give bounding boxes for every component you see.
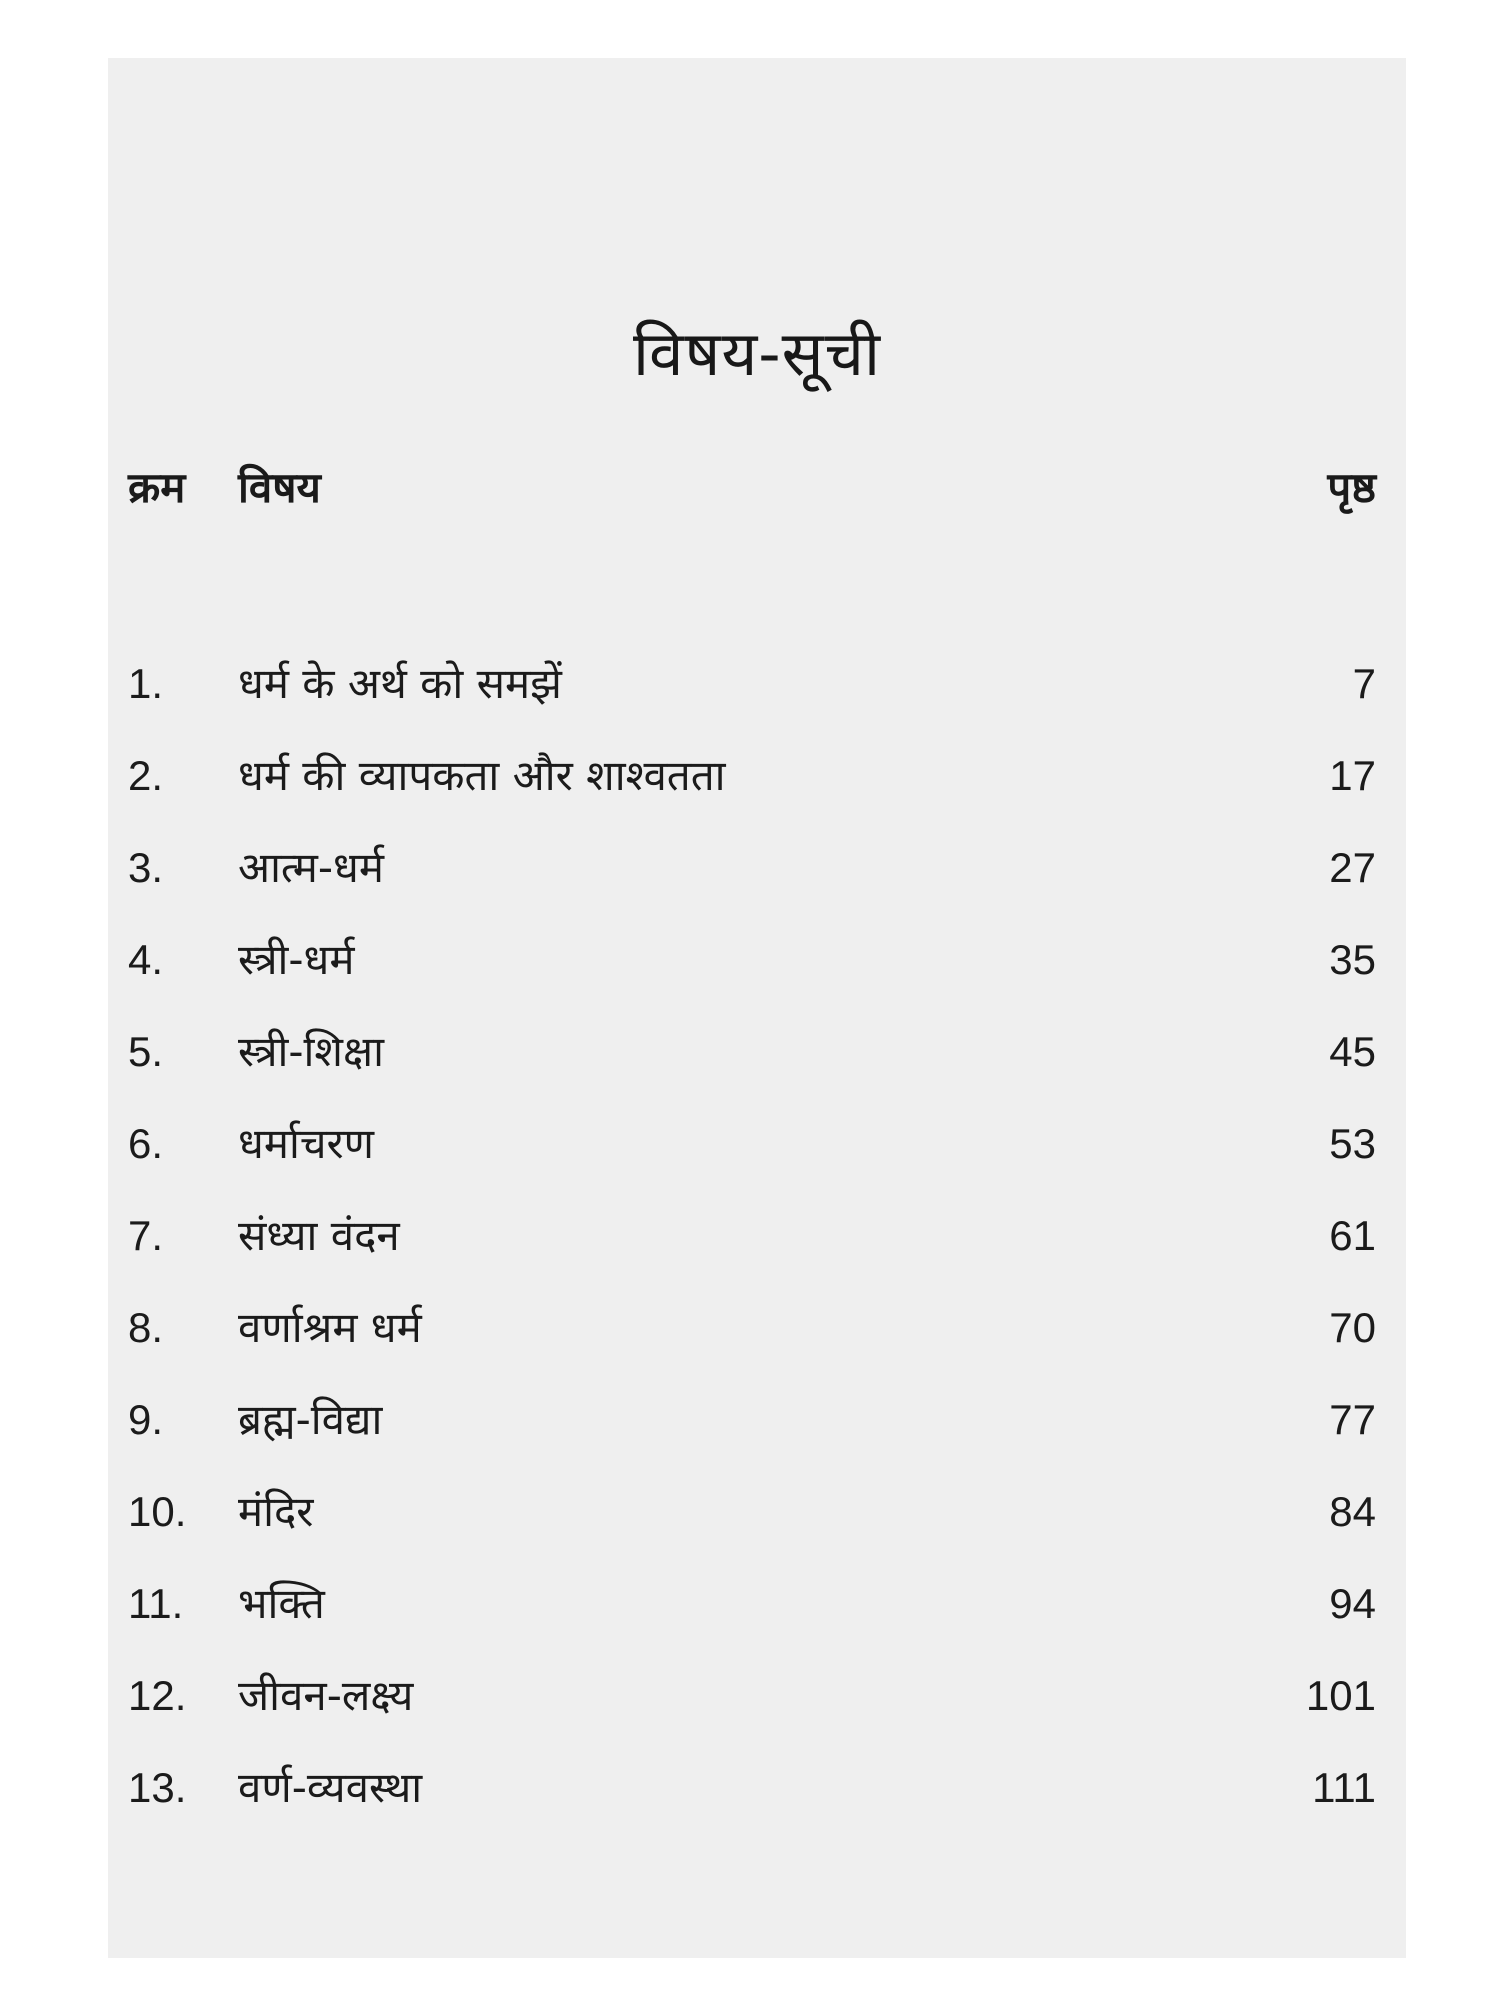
- toc-entry-number: 5.: [128, 1028, 164, 1075]
- toc-header-row: [128, 458, 1376, 528]
- toc-entry-number: 10.: [128, 1488, 187, 1535]
- toc-entry: [128, 1558, 1376, 1650]
- book-page: [108, 58, 1406, 1958]
- toc-entry-number: 7.: [128, 1212, 164, 1259]
- subject-column-header: विषय: [238, 463, 321, 512]
- toc-entry-title: स्त्री-शिक्षा: [238, 1027, 384, 1076]
- toc-entry: [128, 1650, 1376, 1742]
- toc-list: [128, 638, 1376, 1834]
- toc-entry: [128, 822, 1376, 914]
- toc-entry-number: 9.: [128, 1396, 164, 1443]
- serial-column-header: क्रम: [128, 463, 186, 512]
- toc-entry: [128, 1282, 1376, 1374]
- toc-entry-title: संध्या वंदन: [238, 1211, 400, 1260]
- toc-entry-title: मंदिर: [238, 1487, 314, 1536]
- toc-entry-page: 45: [1329, 1028, 1376, 1075]
- page-column-header: पृष्ठ: [1327, 463, 1376, 512]
- toc-entry: [128, 730, 1376, 822]
- toc-entry-page: 61: [1329, 1212, 1376, 1259]
- toc-entry-number: 3.: [128, 844, 164, 891]
- toc-entry-number: 2.: [128, 752, 164, 799]
- page-title: विषय-सूची: [632, 316, 882, 390]
- toc-entry: [128, 1466, 1376, 1558]
- toc-entry-number: 12.: [128, 1672, 187, 1719]
- toc-entry-title: धर्म के अर्थ को समझें: [238, 659, 562, 708]
- toc-entry: [128, 1098, 1376, 1190]
- toc-entry: [128, 914, 1376, 1006]
- toc-entry-page: 7: [1352, 660, 1376, 707]
- toc-entry-number: 4.: [128, 936, 164, 983]
- toc-entry-page: 101: [1305, 1672, 1376, 1719]
- toc-entry-number: 11.: [128, 1580, 184, 1627]
- toc-entry-page: 70: [1329, 1304, 1376, 1351]
- toc-entry: [128, 1374, 1376, 1466]
- toc-entry-title: जीवन-लक्ष्य: [238, 1671, 414, 1720]
- toc-entry-title: वर्ण-व्यवस्था: [238, 1763, 423, 1812]
- toc-entry-title: ब्रह्म-विद्या: [238, 1395, 383, 1444]
- toc-entry-title: भक्ति: [238, 1579, 325, 1628]
- toc-entry-number: 1.: [128, 660, 164, 707]
- toc-entry-title: आत्म-धर्म: [238, 843, 384, 892]
- toc-entry: [128, 1006, 1376, 1098]
- toc-entry-page: 94: [1329, 1580, 1376, 1627]
- toc-entry: [128, 1190, 1376, 1282]
- toc-entry-title: धर्माचरण: [238, 1119, 375, 1168]
- toc-entry-page: 17: [1329, 752, 1376, 799]
- toc-entry-page: 35: [1329, 936, 1376, 983]
- toc-entry-title: धर्म की व्यापकता और शाश्वतता: [238, 751, 726, 800]
- toc-entry: [128, 638, 1376, 730]
- toc-entry-page: 111: [1312, 1764, 1376, 1811]
- toc-entry-title: स्त्री-धर्म: [238, 935, 355, 984]
- toc-entry-number: 8.: [128, 1304, 164, 1351]
- toc-entry-title: वर्णाश्रम धर्म: [238, 1303, 422, 1352]
- toc-entry-page: 84: [1329, 1488, 1376, 1535]
- toc-entry-page: 53: [1329, 1120, 1376, 1167]
- toc-entry-page: 27: [1329, 844, 1376, 891]
- toc-entry-page: 77: [1329, 1396, 1376, 1443]
- toc-entry: [128, 1742, 1376, 1834]
- toc-entry-number: 13.: [128, 1764, 187, 1811]
- toc-entry-number: 6.: [128, 1120, 164, 1167]
